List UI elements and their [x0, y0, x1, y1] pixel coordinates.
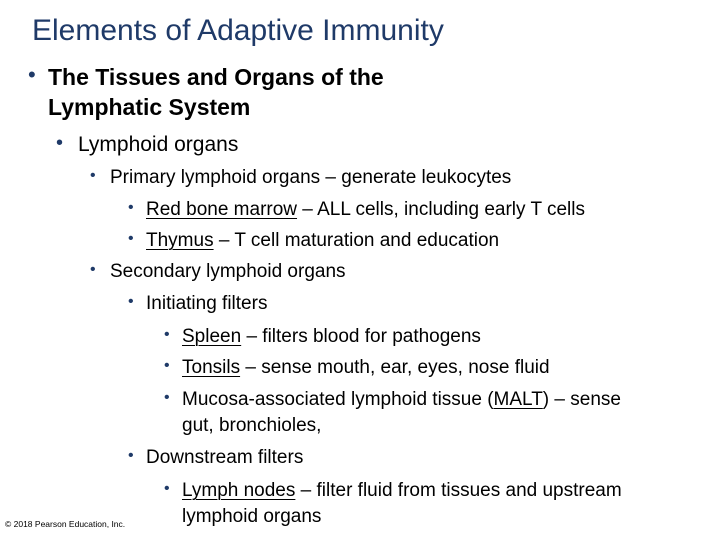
copyright-notice: © 2018 Pearson Education, Inc. [5, 519, 126, 529]
bullet-malt-line1 [182, 388, 621, 412]
term-spleen: Spleen [182, 326, 242, 347]
term-malt: MALT [493, 389, 543, 410]
bullet-dot-icon: • [164, 480, 170, 497]
bullet-lymphatic-system-line2: Lymphatic System [48, 94, 251, 120]
bullet-lymphatic-system-line1: The Tissues and Organs of the [48, 64, 384, 90]
bullet-dot-icon: • [128, 293, 134, 310]
bullet-dot-icon: • [56, 132, 64, 154]
bullet-dot-icon: • [128, 447, 134, 464]
term-lymph-nodes: Lymph nodes [182, 480, 296, 501]
bullet-dot-icon: • [28, 62, 36, 87]
desc-spleen: – filters blood for pathogens [241, 326, 481, 347]
bullet-primary-lymphoid-organs: Primary lymphoid organs – generate leukocytes [110, 167, 512, 188]
term-tonsils: Tonsils [182, 357, 241, 378]
desc-malt-pre: Mucosa-associated lymphoid tissue ( [182, 389, 494, 410]
bullet-tonsils [182, 356, 550, 380]
desc-malt-post: ) – sense [542, 389, 621, 410]
term-thymus: Thymus [146, 230, 214, 251]
desc-thymus: – T cell maturation and education [213, 230, 500, 251]
bullet-lymph-nodes-line1 [182, 479, 622, 503]
bullet-red-bone-marrow [146, 198, 585, 222]
term-red-bone-marrow: Red bone marrow [146, 199, 298, 220]
bullet-thymus [146, 229, 499, 253]
desc-lymph-nodes: – filter fluid from tissues and upstream [295, 480, 622, 501]
slide-title: Elements of Adaptive Immunity [32, 14, 444, 47]
bullet-dot-icon: • [90, 167, 96, 184]
desc-red-bone-marrow: – ALL cells, including early T cells [297, 199, 585, 220]
bullet-malt-line2: gut, bronchioles, [182, 415, 322, 436]
bullet-downstream-filters: Downstream filters [146, 447, 304, 468]
bullet-dot-icon: • [164, 357, 170, 374]
bullet-dot-icon: • [128, 199, 134, 216]
bullet-dot-icon: • [128, 230, 134, 247]
bullet-dot-icon: • [164, 326, 170, 343]
bullet-spleen [182, 325, 481, 349]
bullet-lymph-nodes-line2: lymphoid organs [182, 506, 322, 527]
bullet-dot-icon: • [164, 389, 170, 406]
bullet-secondary-lymphoid-organs: Secondary lymphoid organs [110, 261, 346, 282]
bullet-dot-icon: • [90, 261, 96, 278]
bullet-lymphoid-organs: Lymphoid organs [78, 133, 239, 156]
desc-tonsils: – sense mouth, ear, eyes, nose fluid [240, 357, 550, 378]
bullet-initiating-filters: Initiating filters [146, 293, 268, 314]
